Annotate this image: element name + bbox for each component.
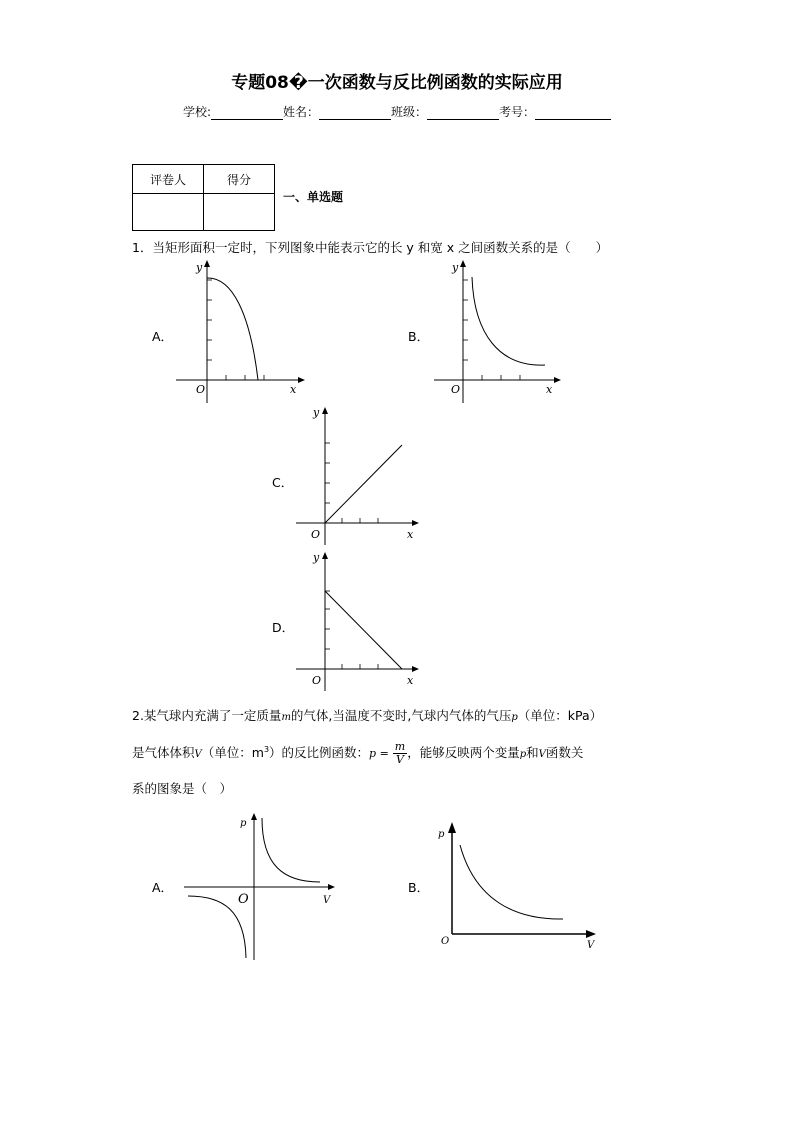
- q1-graph-d: [292, 545, 432, 695]
- q1d-y-label: y: [313, 551, 320, 564]
- score-table: [132, 164, 275, 231]
- q2-text-e: （单位：m: [201, 745, 264, 761]
- student-info-line: [0, 103, 794, 120]
- school-label: 学校:: [182, 105, 211, 119]
- q2b-origin-label: O: [441, 936, 450, 947]
- q2a-x-label: V: [323, 895, 331, 906]
- q1-graph-a: [170, 255, 310, 405]
- q2b-x-label: V: [587, 940, 595, 951]
- q2-text-h: 和: [526, 745, 539, 761]
- q1c-origin-label: O: [311, 528, 321, 541]
- q1b-x-label: x: [546, 383, 553, 396]
- question-2-line-2: [132, 735, 583, 770]
- q1d-origin-label: O: [312, 674, 322, 687]
- q2-var-p-2: p: [519, 749, 527, 761]
- section-title: 一、单选题: [283, 190, 344, 204]
- q1c-x-label: x: [407, 528, 414, 541]
- q1a-origin-label: O: [196, 383, 206, 396]
- page-title: 专题08�一次函数与反比例函数的实际应用: [231, 73, 563, 93]
- q2a-origin-label: O: [238, 892, 249, 907]
- class-blank[interactable]: [427, 107, 499, 120]
- q2-text-i: 函数关: [545, 745, 584, 761]
- q1-graph-c: [292, 400, 432, 550]
- question-2-line-1: [132, 706, 602, 724]
- q2-graph-a: [178, 810, 343, 970]
- exam-no-label: 考号：: [499, 105, 536, 119]
- q2b-y-label: p: [438, 829, 445, 840]
- formula-lhs: p =: [369, 747, 389, 761]
- q2-graph-b: [430, 815, 605, 960]
- school-blank[interactable]: [211, 107, 283, 120]
- grader-cell[interactable]: [133, 194, 204, 231]
- q2-text-b: 的气体,当温度不变时,气球内气体的气压: [290, 708, 512, 723]
- q2-var-V-2: V: [538, 749, 546, 761]
- q2-text-a: 2.某气球内充满了一定质量: [132, 708, 282, 723]
- q2-var-m: m: [281, 712, 291, 723]
- score-cell[interactable]: [204, 194, 275, 231]
- q2-text-d: 是气体体积: [132, 745, 195, 761]
- q2-option-a-label[interactable]: A．: [152, 880, 174, 895]
- q1-option-b-label[interactable]: B．: [408, 329, 430, 344]
- question-2-line-3: 系的图象是（ ）: [132, 781, 233, 796]
- q1-graph-b: [430, 255, 570, 405]
- q1b-y-label: y: [452, 261, 459, 274]
- q1-option-d-label[interactable]: D．: [272, 620, 295, 635]
- name-blank[interactable]: [319, 107, 391, 120]
- q2-text-g: ，能够反映两个变量: [407, 745, 520, 761]
- q2-text-f: ）的反比例函数：: [269, 745, 370, 761]
- q1d-x-label: x: [407, 674, 414, 687]
- score-header: 得分: [204, 165, 275, 194]
- q2-option-b-label[interactable]: B．: [408, 880, 430, 895]
- class-label: 班级：: [391, 105, 428, 119]
- q1-option-c-label[interactable]: C．: [272, 475, 294, 490]
- grader-header: 评卷人: [133, 165, 204, 194]
- q1a-x-label: x: [290, 383, 297, 396]
- q1a-y-label: y: [196, 261, 203, 274]
- q2-text-c: （单位：kPa）: [517, 708, 603, 723]
- q2-var-V: V: [194, 749, 202, 761]
- q1b-origin-label: O: [451, 383, 461, 396]
- q2-superscript: 3: [263, 745, 270, 754]
- name-label: 姓名：: [283, 105, 320, 119]
- q2-var-p: p: [511, 712, 518, 723]
- q1-option-a-label[interactable]: A．: [152, 329, 174, 344]
- formula-fraction: [393, 741, 407, 766]
- exam-no-blank[interactable]: [535, 107, 611, 120]
- question-1-text: 1．当矩形面积一定时，下列图象中能表示它的长 y 和宽 x 之间函数关系的是（ ）: [132, 240, 609, 255]
- formula-denominator: V: [396, 753, 404, 767]
- q1c-y-label: y: [313, 406, 320, 419]
- q2a-y-label: p: [240, 818, 247, 829]
- formula-numerator: m: [394, 740, 406, 754]
